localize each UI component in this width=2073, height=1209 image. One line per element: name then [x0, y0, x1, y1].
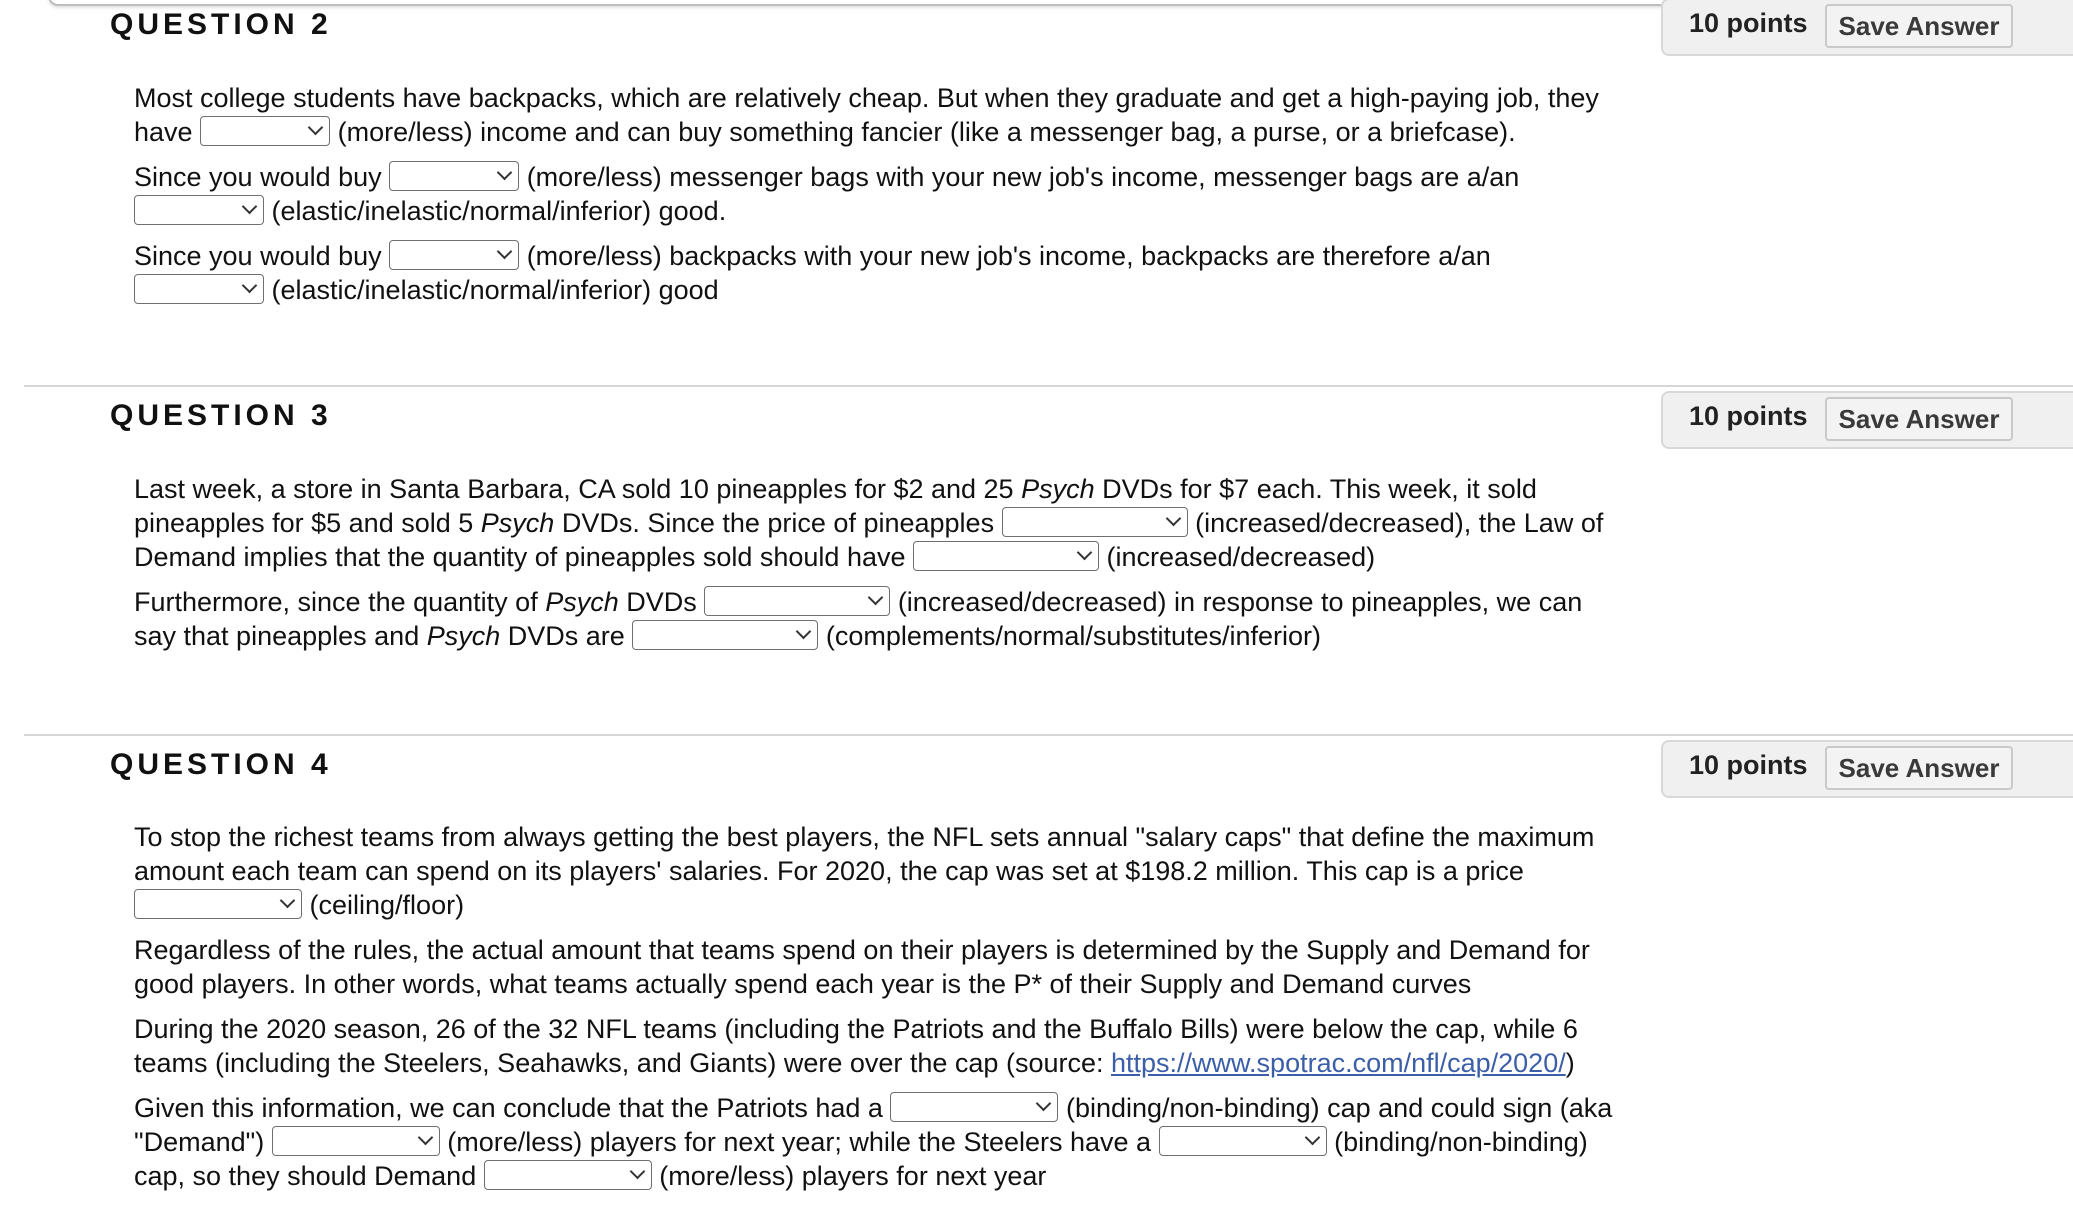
text: Since you would buy	[134, 162, 382, 192]
question-title: QUESTION 3	[110, 399, 332, 432]
text: (ceiling/floor)	[309, 890, 465, 920]
chevron-down-icon	[497, 165, 513, 181]
answer-dropdown[interactable]	[913, 541, 1099, 571]
question-divider	[24, 734, 2073, 736]
question-title: QUESTION 4	[110, 748, 332, 781]
text: DVDs	[626, 587, 697, 617]
chevron-down-icon	[796, 624, 812, 640]
question-divider	[24, 385, 2073, 387]
points-label: 10 points	[1689, 401, 1808, 431]
text: Furthermore, since the quantity of	[134, 587, 538, 617]
paragraph	[134, 81, 1614, 149]
text: (elastic/inelastic/normal/inferior) good	[271, 275, 719, 305]
question-title: QUESTION 2	[110, 8, 332, 41]
points-panel	[1661, 391, 2073, 449]
text: (more/less) income and can buy something fancier (like a messenger bag, a purse, or a briefcase).	[337, 117, 1516, 147]
paragraph	[134, 585, 1614, 653]
answer-dropdown[interactable]	[890, 1092, 1058, 1122]
question-body	[134, 472, 1614, 664]
paragraph: Regardless of the rules, the actual amount that teams spend on their players is determined by the Supply and Demand for good players. In other words, what teams actually spend each year is the P* of their Supply and Demand curves	[134, 935, 1590, 999]
chevron-down-icon	[417, 1130, 433, 1146]
answer-dropdown[interactable]	[389, 161, 519, 191]
text: During the 2020 season, 26 of the 32 NFL teams (including the Patriots and the Buffalo Bills) were below the cap, while 6 teams (including the Steelers, Seahawks, and Giants) were over the cap (source:	[134, 1014, 1578, 1078]
chevron-down-icon	[280, 893, 296, 909]
answer-dropdown[interactable]	[134, 195, 264, 225]
chevron-down-icon	[308, 120, 324, 136]
text: (elastic/inelastic/normal/inferior) good.	[271, 196, 727, 226]
text: )	[1565, 1048, 1575, 1078]
text: Most college students have backpacks, which are relatively cheap. But when they graduate and get a high-paying job, they have	[134, 83, 1599, 147]
source-link[interactable]: https://www.spotrac.com/nfl/cap/2020/	[1111, 1048, 1566, 1078]
text: (increased/decreased) in response to pineapples, we can say that pineapples and	[134, 587, 1583, 651]
points-label: 10 points	[1689, 750, 1808, 780]
text: Given this information, we can conclude that the Patriots had a	[134, 1093, 883, 1123]
text: (binding/non-binding) cap, so they should Demand	[134, 1127, 1588, 1191]
save-answer-button[interactable]: Save Answer	[1825, 4, 2013, 48]
save-answer-button[interactable]: Save Answer	[1825, 397, 2013, 441]
answer-dropdown[interactable]	[134, 274, 264, 304]
text: (increased/decreased), the Law of Demand implies that the quantity of pineapples sold should have	[134, 508, 1604, 572]
text: Last week, a store in Santa Barbara, CA sold 10 pineapples for $2 and 25	[134, 474, 1014, 504]
answer-dropdown[interactable]	[704, 586, 890, 616]
chevron-down-icon	[497, 244, 513, 260]
text: DVDs for $7 each. This week, it sold pineapples for $5 and sold 5	[134, 474, 1537, 538]
text: DVDs are	[507, 621, 625, 651]
answer-dropdown[interactable]	[272, 1126, 440, 1156]
points-panel	[1661, 0, 2073, 56]
paragraph	[134, 1012, 1614, 1080]
save-answer-button[interactable]: Save Answer	[1825, 746, 2013, 790]
answer-dropdown[interactable]	[1159, 1126, 1327, 1156]
question-body	[134, 820, 1614, 1204]
paragraph	[134, 472, 1614, 574]
paragraph	[134, 1091, 1614, 1193]
paragraph	[134, 239, 1614, 307]
answer-dropdown[interactable]	[632, 620, 818, 650]
points-panel	[1661, 740, 2073, 798]
text: Psych	[480, 508, 555, 538]
answer-dropdown[interactable]	[389, 240, 519, 270]
chevron-down-icon	[242, 278, 258, 294]
chevron-down-icon	[242, 199, 258, 215]
text: DVDs. Since the price of pineapples	[561, 508, 995, 538]
paragraph	[134, 820, 1614, 922]
chevron-down-icon	[868, 590, 884, 606]
text: Psych	[426, 621, 501, 651]
answer-dropdown[interactable]	[484, 1160, 652, 1190]
chevron-down-icon	[1036, 1096, 1052, 1112]
text: Since you would buy	[134, 241, 382, 271]
chevron-down-icon	[1077, 545, 1093, 561]
answer-dropdown[interactable]	[200, 116, 330, 146]
text: Psych	[1021, 474, 1095, 504]
text: Psych	[545, 587, 619, 617]
text: (complements/normal/substitutes/inferior)	[825, 621, 1322, 651]
text: (more/less) backpacks with your new job's income, backpacks are therefore a/an	[526, 241, 1491, 271]
text: (more/less) messenger bags with your new job's income, messenger bags are a/an	[526, 162, 1520, 192]
text: (more/less) players for next year	[659, 1161, 1047, 1191]
chevron-down-icon	[1165, 511, 1181, 527]
paragraph	[134, 160, 1614, 228]
text: (increased/decreased)	[1106, 542, 1376, 572]
text: (binding/non-binding) cap and could sign (aka "Demand")	[134, 1093, 1613, 1157]
chevron-down-icon	[1304, 1130, 1320, 1146]
chevron-down-icon	[629, 1164, 645, 1180]
points-label: 10 points	[1689, 8, 1808, 38]
text: To stop the richest teams from always getting the best players, the NFL sets annual "salary caps" that define the maximum amount each team can spend on its players' salaries. For 2020, the cap was set at $198.2 million. This cap is a price	[134, 822, 1595, 886]
answer-dropdown[interactable]	[134, 889, 302, 919]
question-body	[134, 81, 1614, 318]
text: (more/less) players for next year; while the Steelers have a	[447, 1127, 1152, 1157]
answer-dropdown[interactable]	[1002, 507, 1188, 537]
